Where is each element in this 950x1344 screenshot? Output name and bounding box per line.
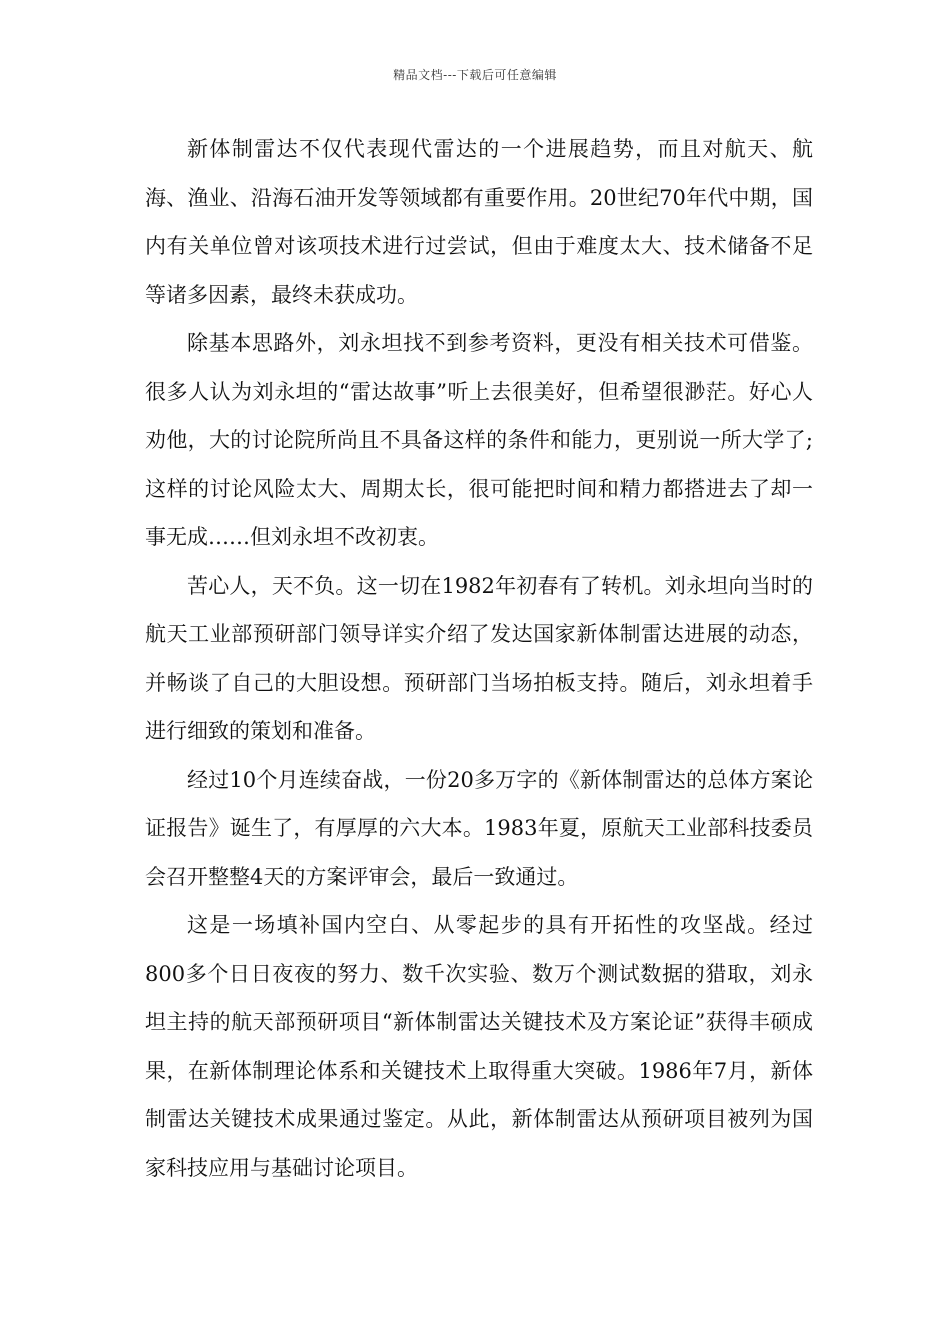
- page-header: 精品文档---下载后可任意编辑: [393, 68, 557, 82]
- paragraph-3: 苦心人，天不负。这一切在1982年初春有了转机。刘永坦向当时的航天工业部预研部门领导详实介绍了发达国家新体制雷达进展的动态，并畅谈了自己的大胆设想。预研部门当场拍板支持。随后，刘永坦着手进行细致的策划和准备。: [145, 573, 813, 743]
- paragraph-5: 这是一场填补国内空白、从零起步的具有开拓性的攻坚战。经过800多个日日夜夜的努力、数千次实验、数万个测试数据的猎取，刘永坦主持的航天部预研项目“新体制雷达关键技术及方案论证”获得丰硕成果，在新体制理论体系和关键技术上取得重大突破。1986年7月，新体制雷达关键技术成果通过鉴定。从此，新体制雷达从预研项目被列为国家科技应用与基础讨论项目。: [145, 913, 813, 1180]
- paragraph-2: 除基本思路外，刘永坦找不到参考资料，更没有相关技术可借鉴。很多人认为刘永坦的“雷达故事”听上去很美好，但希望很渺茫。好心人劝他，大的讨论院所尚且不具备这样的条件和能力，更别说一所大学了;这样的讨论风险太大、周期太长，很可能把时间和精力都搭进去了却一事无成……但刘永坦不改初衷。: [145, 331, 813, 549]
- paragraph-4: 经过10个月连续奋战，一份20多万字的《新体制雷达的总体方案论证报告》诞生了，有厚厚的六大本。1983年夏，原航天工业部科技委员会召开整整4天的方案评审会，最后一致通过。: [145, 767, 813, 889]
- document-body: [145, 125, 813, 1192]
- paragraph-1: 新体制雷达不仅代表现代雷达的一个进展趋势，而且对航天、航海、渔业、沿海石油开发等领域都有重要作用。20世纪70年代中期，国内有关单位曾对该项技术进行过尝试，但由于难度太大、技术储备不足等诸多因素，最终未获成功。: [145, 137, 813, 307]
